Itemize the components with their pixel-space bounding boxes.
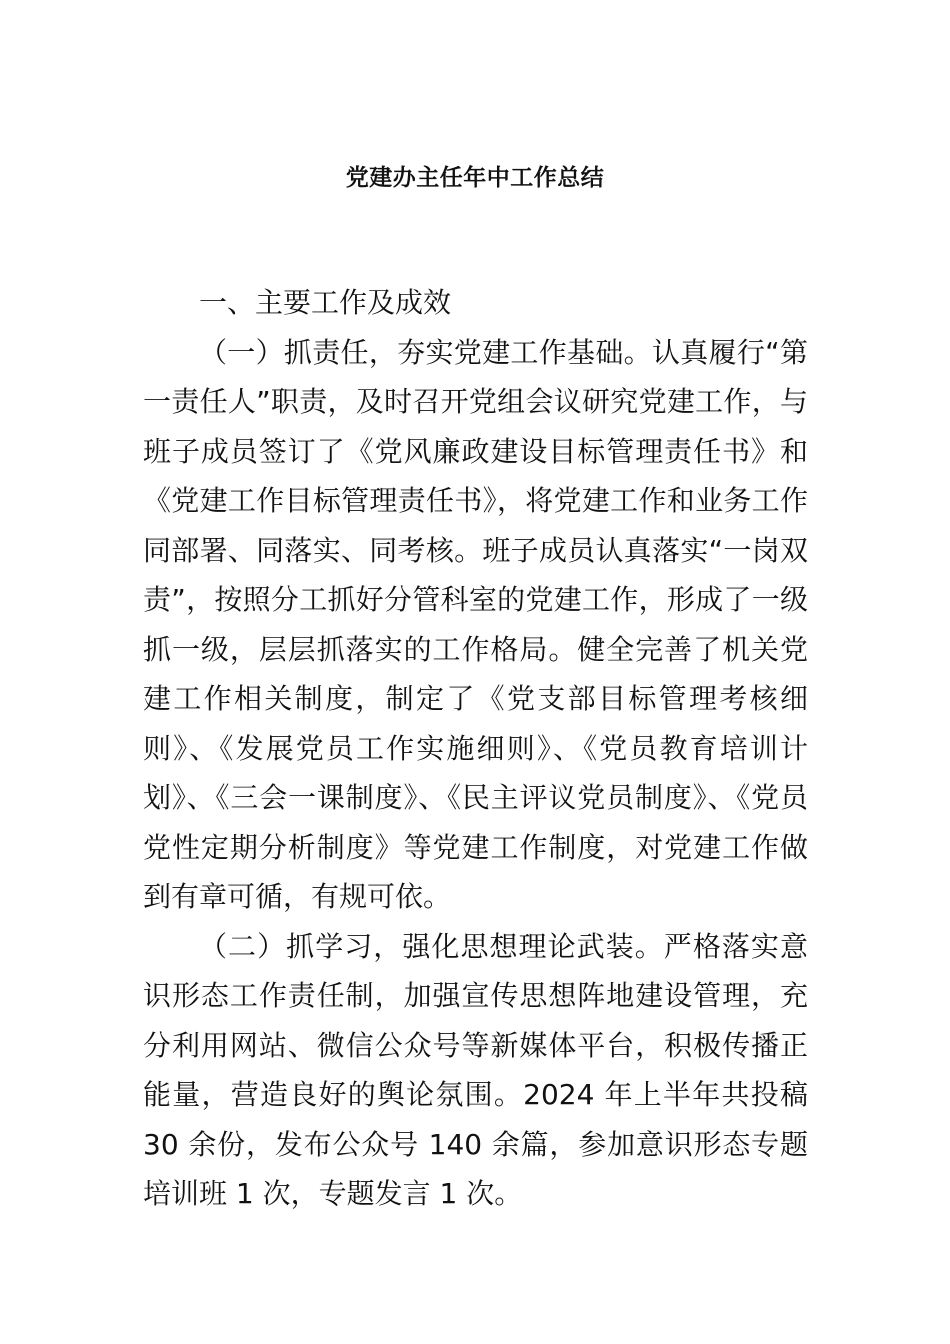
- paragraph-study: （二）抓学习，强化思想理论武装。严格落实意识形态工作责任制，加强宣传思想阵地建设管理，充分利用网站、微信公众号等新媒体平台，积极传播正能量，营造良好的舆论氛围。2024 年上半年共投稿 30 余份，发布公众号 140 余篇，参加意识形态专题培训班 1 次，专题发言 1 次。: [143, 929, 808, 1210]
- paragraph-responsibility: （一）抓责任，夯实党建工作基础。认真履行“第一责任人”职责，及时召开党组会议研究党建工作，与班子成员签订了《党风廉政建设目标管理责任书》和《党建工作目标管理责任书》，将党建工作和业务工作同部署、同落实、同考核。班子成员认真落实“一岗双责”，按照分工抓好分管科室的党建工作，形成了一级抓一级，层层抓落实的工作格局。健全完善了机关党建工作相关制度，制定了《党支部目标管理考核细则》、《发展党员工作实施细则》、《党员教育培训计划》、《三会一课制度》、《民主评议党员制度》、《党员党性定期分析制度》等党建工作制度，对党建工作做到有章可循，有规可依。: [143, 335, 808, 913]
- document-body: [143, 278, 808, 1219]
- section-heading: 一、主要工作及成效: [199, 286, 452, 319]
- document-title: 党建办主任年中工作总结: [345, 165, 605, 191]
